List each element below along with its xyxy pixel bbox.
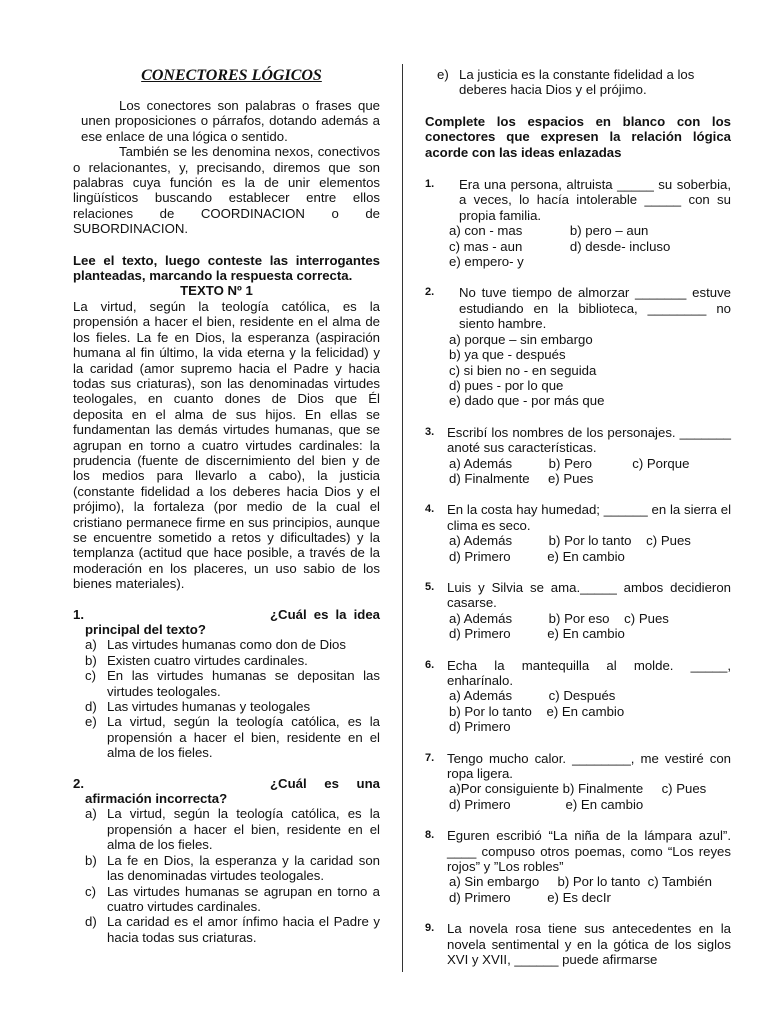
question-text: Luis y Silvia se ama._____ ambos decidieron casarse.: [447, 579, 731, 611]
question-number: 6.: [425, 658, 435, 671]
intro-paragraph-2: También se les denomina nexos, conectivos o relacionantes, y, precisando, diremos que son palabras cuya función es la de unir elementos lingüísticos buscando establecer entre ellos relaciones de COORDINACION o de SUBORDINACION.: [73, 144, 380, 237]
option-row[interactable]: b) ya que - después: [449, 347, 566, 363]
page-title: CONECTORES LÓGICOS: [141, 67, 322, 84]
right-column: [425, 67, 731, 968]
question-text: Escribí los nombres de los personajes. _______ anoté sus características.: [447, 424, 731, 456]
option-row[interactable]: e) empero- y: [449, 254, 524, 270]
option-row[interactable]: c) mas - aun d) desde- incluso: [449, 238, 671, 254]
texto-heading: TEXTO Nº 1: [180, 283, 253, 299]
question-text: ¿Cuál es una afirmación incorrecta?: [85, 775, 380, 807]
option-row[interactable]: a) porque – sin embargo: [449, 331, 593, 347]
option-row[interactable]: a) Además b) Por eso c) Pues: [449, 610, 669, 626]
reading-question-2: [73, 776, 380, 945]
column-divider: [402, 64, 403, 972]
option-c[interactable]: c) En las virtudes humanas se depositan las virtudes teologales.: [85, 668, 380, 699]
option-row[interactable]: b) Por lo tanto e) En cambio: [449, 703, 625, 719]
option-row[interactable]: d) Primero: [449, 719, 511, 735]
answer-options: [425, 611, 731, 642]
option-row[interactable]: c) si bien no - en seguida: [449, 362, 597, 378]
option-row[interactable]: a)Por consiguiente b) Finalmente c) Pues: [449, 781, 707, 797]
question-number: 1.: [73, 606, 84, 622]
question-number: 8.: [425, 829, 435, 842]
option-row[interactable]: d) Primero e) En cambio: [449, 548, 625, 564]
question-text: Echa la mantequilla al molde. _____, enharínalo.: [447, 657, 731, 688]
question-number: 9.: [425, 922, 435, 935]
answer-options: [425, 874, 731, 905]
option-a[interactable]: a) La virtud, según la teología católica, es la propensión a hacer el bien, residente en el alma de los fieles.: [85, 806, 380, 853]
option-b[interactable]: b) La fe en Dios, la esperanza y la caridad son las denominadas virtudes teologales.: [85, 852, 380, 884]
blank-question-4: [425, 502, 731, 564]
question-number: 4.: [425, 503, 435, 516]
option-c[interactable]: c) Las virtudes humanas se agrupan en torno a cuatro virtudes cardinales.: [85, 883, 380, 914]
question-number: 1.: [425, 178, 435, 191]
blank-question-3: [425, 425, 731, 487]
question-text: Era una persona, altruista _____ su soberbia, a veces, lo hacía intolerable _____ con su propia familia.: [459, 177, 731, 223]
answer-options: [425, 688, 731, 734]
option-row[interactable]: e) dado que - por más que: [449, 393, 605, 409]
option-d[interactable]: d) La caridad es el amor ínfimo hacia el Padre y hacia todas sus criaturas.: [85, 914, 380, 945]
question-text: En la costa hay humedad; ______ en la sierra el clima es seco.: [447, 502, 731, 533]
question-text: La novela rosa tiene sus antecedentes en la novela sentimental y en la gótica de los siglos XVI y XVII, ______ puede afirmarse: [447, 921, 731, 968]
blank-question-9: [425, 921, 731, 967]
option-row[interactable]: a) Además c) Después: [449, 688, 616, 704]
left-column: [73, 66, 380, 945]
question-text: No tuve tiempo de almorzar _______ estuve estudiando en la biblioteca, ________ no siento hambre.: [459, 285, 731, 332]
blank-question-7: [425, 751, 731, 813]
answer-options: [425, 456, 731, 487]
answer-options: [425, 533, 731, 564]
answer-options: [425, 781, 731, 812]
option-row[interactable]: d) Primero e) Es decIr: [449, 889, 611, 905]
question-number: 7.: [425, 751, 435, 764]
option-b[interactable]: b) Existen cuatro virtudes cardinales.: [85, 652, 308, 668]
question-text: Tengo mucho calor. ________, me vestiré con ropa ligera.: [447, 750, 731, 782]
blank-questions-list: [425, 177, 731, 967]
option-row[interactable]: a) con - mas b) pero – aun: [449, 223, 649, 239]
option-a[interactable]: a) Las virtudes humanas como don de Dios: [85, 637, 346, 653]
complete-instruction: Complete los espacios en blanco con los conectores que expresen la relación lógica acorde con las ideas enlazadas: [425, 113, 731, 160]
question-number: 5.: [425, 580, 435, 593]
option-row[interactable]: d) Finalmente e) Pues: [449, 470, 594, 486]
blank-question-5: [425, 580, 731, 642]
question-number: 2.: [73, 775, 84, 791]
option-row[interactable]: a) Además b) Pero c) Porque: [449, 455, 690, 471]
option-row[interactable]: d) Primero e) En cambio: [449, 796, 644, 812]
reading-question-1: [73, 607, 380, 761]
option-row[interactable]: d) Primero e) En cambio: [449, 626, 625, 642]
blank-question-8: [425, 828, 731, 905]
intro-paragraph-1: Los conectores son palabras o frases que unen proposiciones o párrafos, dotando además a ese enlace de una lógica o sentido.: [81, 98, 380, 144]
question-text: Eguren escribió “La niña de la lámpara azul”. ____ compuso otros poemas, como “Los reyes rojos” y ”Los robles”: [447, 828, 731, 875]
answer-options: [425, 332, 731, 409]
option-d[interactable]: d) Las virtudes humanas y teologales: [85, 699, 311, 715]
reading-instruction: Lee el texto, luego conteste las interrogantes planteadas, marcando la respuesta correcta.: [73, 252, 380, 284]
blank-question-2: [425, 285, 731, 408]
blank-question-6: [425, 658, 731, 735]
option-row[interactable]: a) Además b) Por lo tanto c) Pues: [449, 533, 691, 549]
question-text: ¿Cuál es la idea principal del texto?: [85, 606, 380, 637]
texto-body: La virtud, según la teología católica, es la propensión a hacer el bien, residente en el alma de los fieles. La fe en Dios, la esperanza (aspiración humana al fin último, la vida eterna y la felicidad) y la caridad (amor supremo hacia el Padre y hacia todas sus criaturas), son las denominadas virtudes teologales, en cuanto dones de Dios que Él deposita en el alma de sus hijos. En ellas se fundamentan las demás virtudes humanas, que se agrupan en torno a cuatro virtudes cardinales: la prudencia (fuente de discernimiento del bien y de los medios para llevarlo a cabo), la justicia (constante fidelidad a los deberes hacia Dios y el prójimo), la fortaleza (por medio de la cual el cristiano permanece firme en sus principios, aunque se encuentre sometido a retos y dificultades) y la templanza (actitud que hace posible, a través de la moderación en los placeres, un uso sabio de los bienes materiales).: [73, 298, 380, 592]
blank-question-1: [425, 177, 731, 269]
question-number: 3.: [425, 425, 435, 438]
question-number: 2.: [425, 286, 435, 299]
option-e[interactable]: e) La virtud, según la teología católica, es la propensión a hacer el bien, residente en el alma de los fieles.: [85, 714, 380, 761]
option-e[interactable]: e) La justicia es la constante fidelidad a los deberes hacia Dios y el prójimo.: [437, 67, 695, 98]
option-row[interactable]: a) Sin embargo b) Por lo tanto c) También: [449, 874, 712, 890]
option-row[interactable]: d) pues - por lo que: [449, 377, 564, 393]
answer-options: [425, 223, 731, 269]
